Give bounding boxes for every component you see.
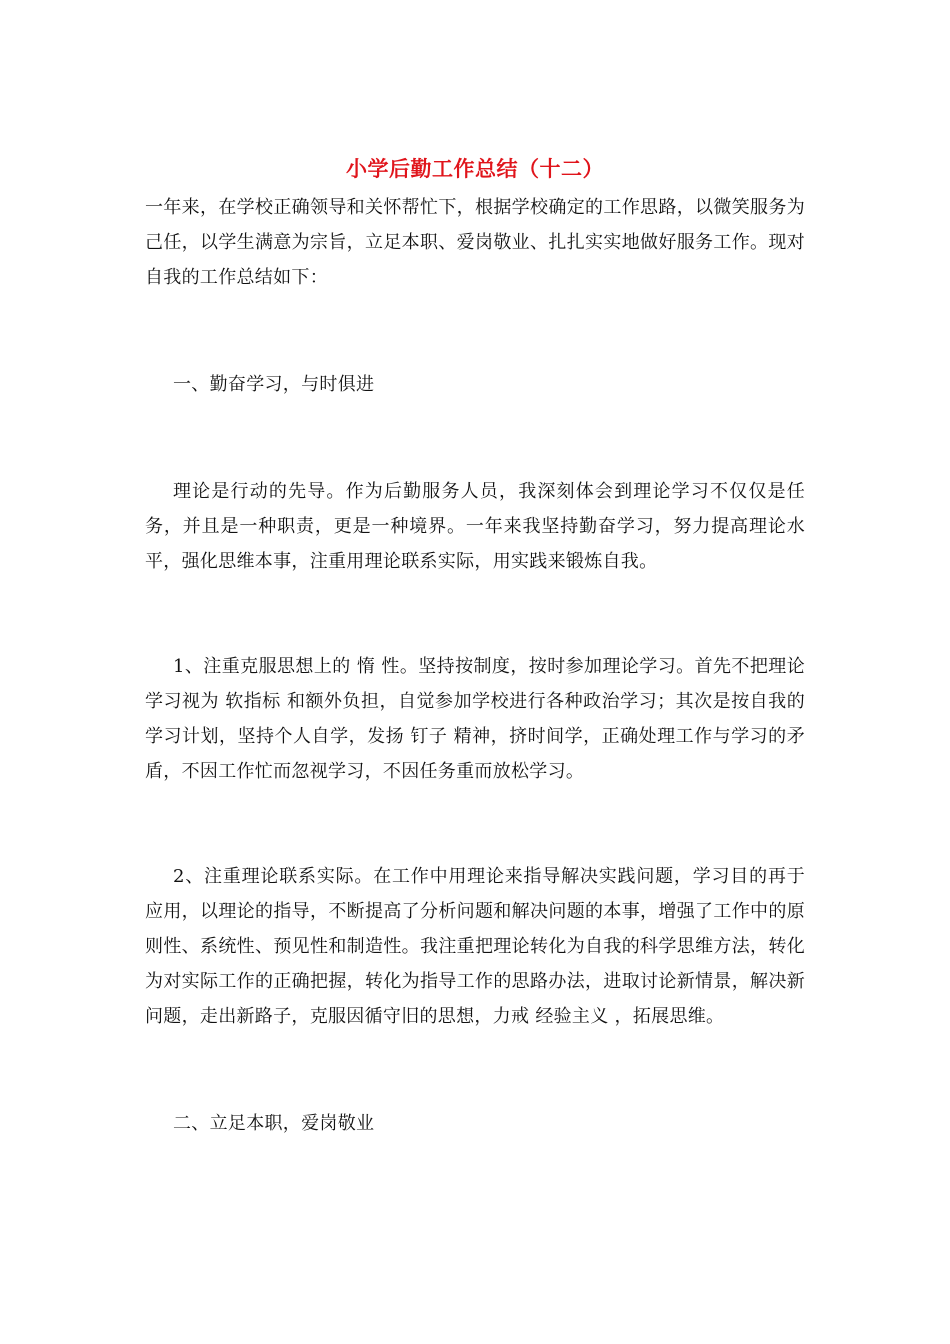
document-body (145, 152, 805, 1141)
section-paragraph-1: 理论是行动的先导。作为后勤服务人员，我深刻体会到理论学习不仅仅是任务，并且是一种职责，更是一种境界。一年来我坚持勤奋学习，努力提高理论水平，强化思维本事，注重用理论联系实际，用实践来锻炼自我。 (145, 481, 805, 572)
document-title: 小学后勤工作总结（十二） (346, 156, 604, 181)
intro-paragraph: 一年来，在学校正确领导和关怀帮忙下，根据学校确定的工作思路，以微笑服务为己任，以学生满意为宗旨，立足本职、爱岗敬业、扎扎实实地做好服务工作。现对自我的工作总结如下： (145, 197, 805, 288)
point-paragraph-2: 2、注重理论联系实际。在工作中用理论来指导解决实践问题，学习目的再于应用，以理论的指导，不断提高了分析问题和解决问题的本事，增强了工作中的原则性、系统性、预见性和制造性。我注重把理论转化为自我的科学思维方法，转化为对实际工作的正确把握，转化为指导工作的思路办法，进取讨论新情景，解决新问题，走出新路子，克服因循守旧的思想，力戒 经验主义 ，拓展思维。 (145, 866, 805, 1027)
section-heading-1: 一、勤奋学习，与时俱进 (173, 374, 375, 395)
point-paragraph-1: 1、注重克服思想上的 惰 性。坚持按制度，按时参加理论学习。首先不把理论学习视为 软指标 和额外负担，自觉参加学校进行各种政治学习；其次是按自我的学习计划，坚持个人自学，发扬 钉子 精神，挤时间学，正确处理工作与学习的矛盾，不因工作忙而忽视学习，不因任务重而放松学习。 (145, 656, 805, 782)
section-heading-2: 二、立足本职，爱岗敬业 (173, 1113, 375, 1134)
